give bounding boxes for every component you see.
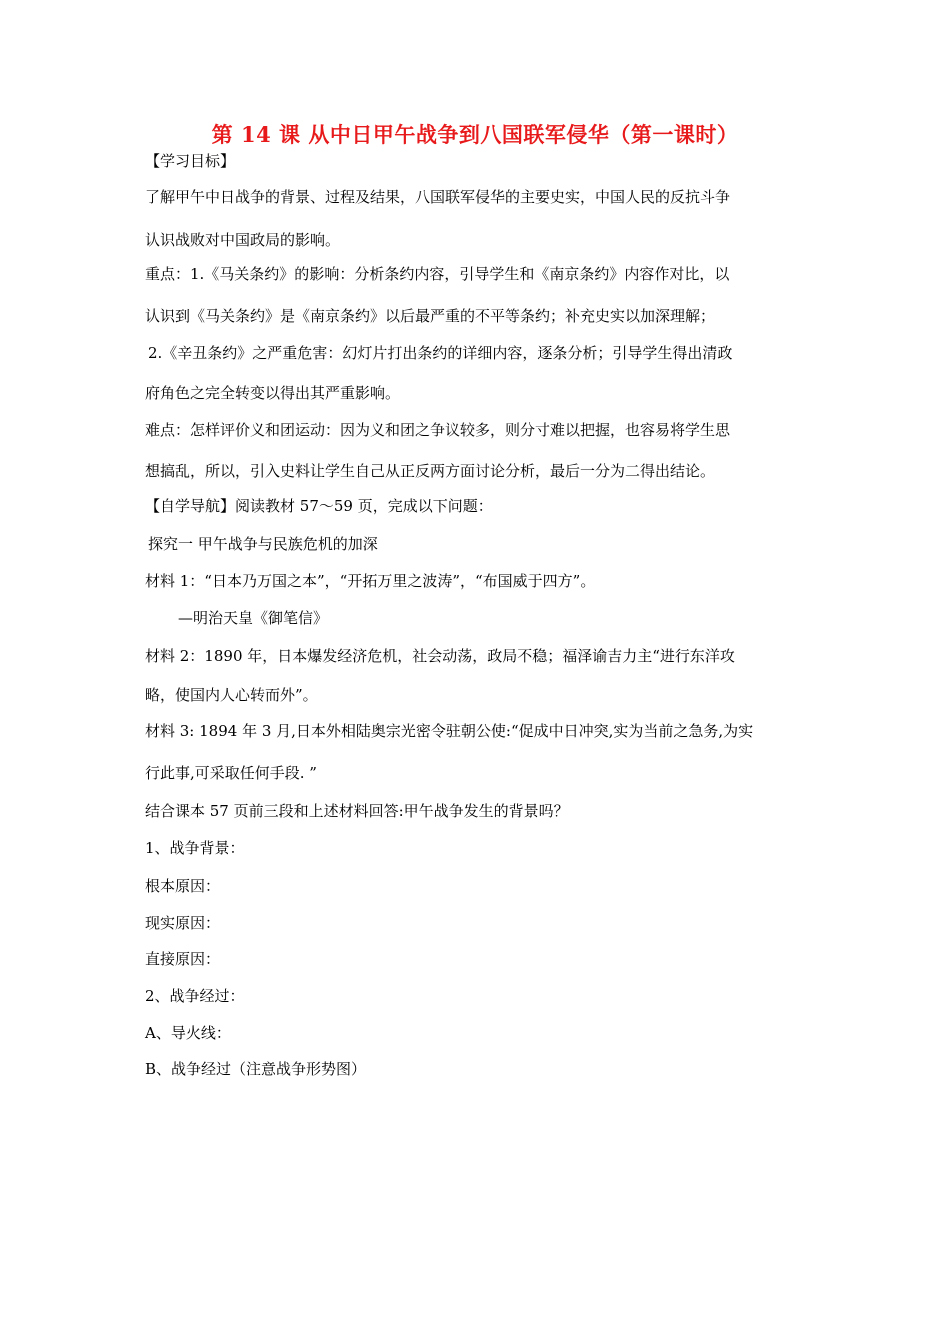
war-course-label: B、战争经过（注意战争形势图） bbox=[145, 1060, 367, 1078]
material-3-line-1: 材料 3: 1894 年 3 月,日本外相陆奥宗光密令驻朝公使:“促成中日冲突,实为当前之急务,为实 bbox=[145, 722, 754, 740]
material-1: 材料 1：“日本乃万国之本”，“开拓万里之波涛”，“布国威于四方”。 bbox=[145, 572, 596, 590]
key-point-line-3: 2.《辛丑条约》之严重危害：幻灯片打出条约的详细内容，逐条分析；引导学生得出清政 bbox=[148, 344, 733, 362]
self-study-guide: 【自学导航】阅读教材 57～59 页，完成以下问题： bbox=[145, 497, 493, 515]
difficulty-line-1: 难点：怎样评价义和团运动：因为义和团之争议较多，则分寸难以把握，也容易将学生思 bbox=[145, 421, 731, 439]
war-background-heading: 1、战争背景： bbox=[145, 839, 245, 857]
section-heading-objectives: 【学习目标】 bbox=[145, 152, 236, 170]
war-process-heading: 2、战争经过： bbox=[145, 987, 245, 1005]
question-prompt: 结合课本 57 页前三段和上述材料回答:甲午战争发生的背景吗？ bbox=[145, 802, 569, 820]
key-point-line-1: 重点：1.《马关条约》的影响：分析条约内容，引导学生和《南京条约》内容作对比，以 bbox=[145, 265, 730, 283]
difficulty-line-2: 想搞乱，所以，引入史料让学生自己从正反两方面讨论分析，最后一分为二得出结论。 bbox=[145, 462, 716, 480]
objective-line-1: 了解甲午中日战争的背景、过程及结果，八国联军侵华的主要史实，中国人民的反抗斗争 bbox=[145, 188, 731, 206]
key-point-line-2: 认识到《马关条约》是《南京条约》以后最严重的不平等条约；补充史实以加深理解； bbox=[145, 307, 716, 325]
real-cause-label: 现实原因： bbox=[145, 914, 221, 932]
material-3-line-2: 行此事,可采取任何手段. ” bbox=[145, 764, 317, 782]
key-point-line-4: 府角色之完全转变以得出其严重影响。 bbox=[145, 384, 401, 402]
material-1-source: —明治天皇《御笔信》 bbox=[178, 609, 329, 627]
lesson-title: 第 14 课 从中日甲午战争到八国联军侵华（第一课时） bbox=[211, 122, 739, 147]
fuse-label: A、导火线： bbox=[145, 1024, 231, 1042]
inquiry-heading: 探究一 甲午战争与民族危机的加深 bbox=[148, 535, 378, 553]
material-2-line-1: 材料 2：1890 年，日本爆发经济危机，社会动荡，政局不稳；福泽谕吉力主“进行东洋攻 bbox=[145, 647, 735, 665]
direct-cause-label: 直接原因： bbox=[145, 950, 221, 968]
objective-line-2: 认识战败对中国政局的影响。 bbox=[145, 231, 341, 249]
material-2-line-2: 略，使国内人心转而外”。 bbox=[145, 686, 318, 704]
root-cause-label: 根本原因： bbox=[145, 877, 221, 895]
